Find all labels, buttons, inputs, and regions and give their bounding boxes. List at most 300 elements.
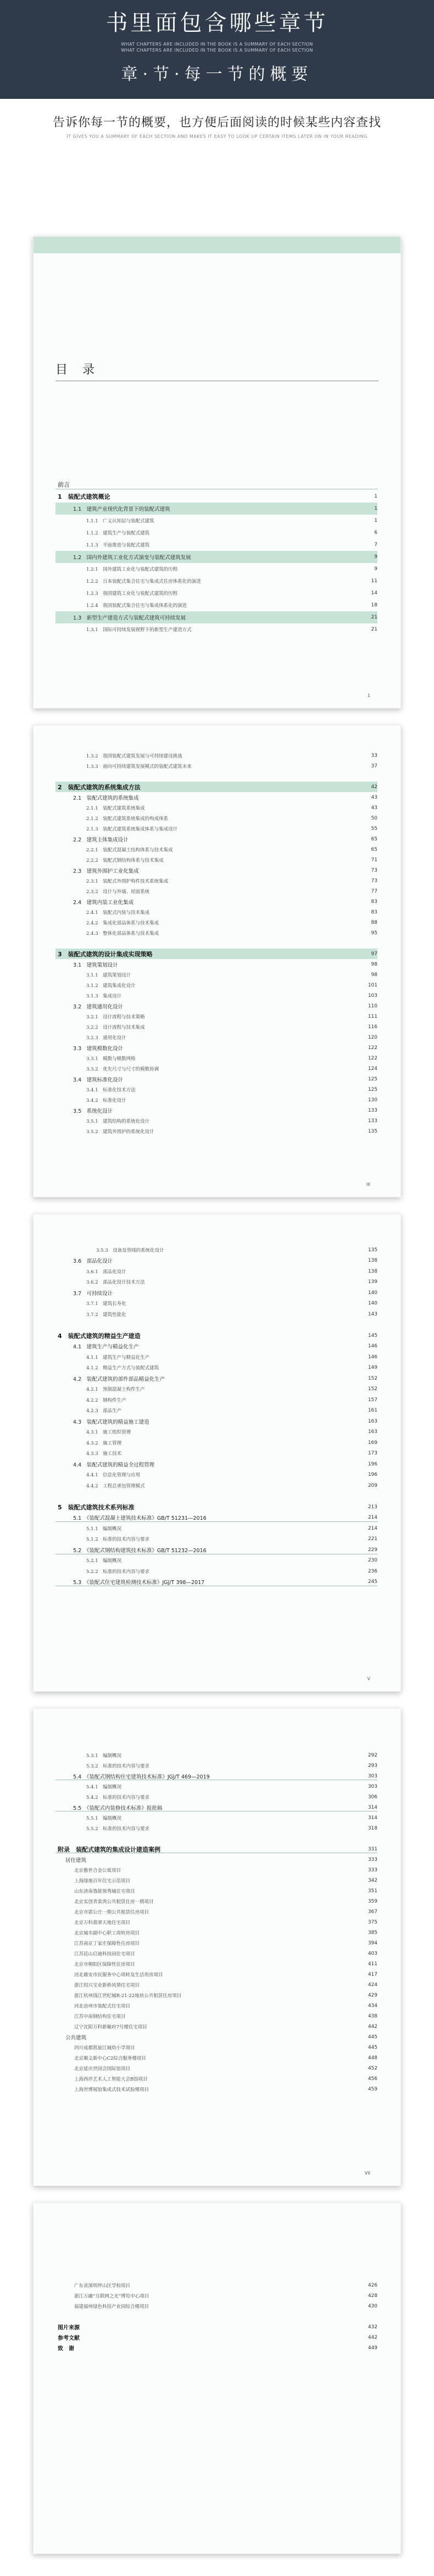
toc-entry-page: 140 [368, 1301, 377, 1307]
toc-entry [55, 750, 377, 761]
toc-entry-page: 456 [368, 2076, 377, 2082]
toc-page-2 [33, 725, 401, 1197]
toc-entry-page: 122 [368, 1055, 377, 1061]
toc-entry-title: 3.7.2 建筑性能化 [86, 1312, 126, 1318]
toc-entry [55, 1406, 377, 1417]
toc-entry-title: 北京实创青棠湾公共租赁住房一期项目 [74, 1899, 154, 1905]
page-number: III [366, 1182, 370, 1187]
toc-entry [55, 1502, 377, 1513]
toc-entry-page: 214 [368, 1515, 377, 1521]
toc-entry-page: 95 [371, 930, 377, 936]
toc-entry [55, 1802, 377, 1813]
toc-entry-title: 北京雅世合金公寓项目 [74, 1867, 121, 1874]
toc-entry-page: 42 [371, 784, 377, 790]
page-number: 1 [367, 693, 370, 698]
toc-entry-title: 1.2.1 国外建筑工业化与装配式建筑的历程 [86, 567, 178, 572]
toc-gap [55, 771, 377, 782]
toc-entry [55, 503, 377, 515]
toc-entry-title: 2.3.1 装配式外围护构件技术系统集成 [86, 878, 169, 884]
toc-entry [55, 1566, 377, 1577]
toc-entry-title: 3.3.2 优先尺寸与尺寸的模数协调 [86, 1066, 159, 1072]
toc-entry [55, 834, 377, 844]
toc-entry-page: 146 [368, 1343, 377, 1350]
toc-entry-title: 北京延庆世园会国际馆项目 [74, 2066, 131, 2072]
toc-entry-title: 2.2.1 装配式混凝土结构体系与技术集成 [86, 847, 173, 853]
toc-entry-title: 辽宁沈阳万科新榆府7号楼住宅项目 [74, 2024, 147, 2030]
page-top-band [34, 237, 400, 253]
toc-entry [55, 1959, 377, 1969]
toc-entry-title: 2.3.2 设计与外墙、屋面系统 [86, 889, 150, 895]
toc-entry-page: 65 [371, 846, 377, 852]
toc-entry [55, 917, 377, 928]
toc-entry [55, 1363, 377, 1374]
toc-entry-page: 43 [371, 805, 377, 811]
toc-entry [55, 1042, 377, 1053]
toc-entry-page: 1 [374, 518, 377, 523]
toc-entry [55, 1298, 377, 1309]
toc-entry [55, 876, 377, 886]
toc-entry [55, 1287, 377, 1298]
toc-entry-page: 146 [368, 1354, 377, 1360]
toc-entry-title: 前言 [58, 481, 70, 488]
toc-entry-title: 1.1.2 建筑生产与装配式建筑 [86, 531, 150, 536]
toc-entry-title: 江苏南京丁家庄保障性住房项目 [74, 1941, 140, 1947]
toc-entry [55, 1330, 377, 1341]
toc-entry-page: 367 [368, 1909, 377, 1915]
toc-entry-page: 73 [371, 878, 377, 884]
toc-entry [55, 1105, 377, 1116]
toc-entry [55, 2000, 377, 2011]
toc-entry-title: 2.4 建筑内装工业化集成 [73, 899, 134, 906]
toc-entry-title: 3.6.2 部品化设计技术方法 [86, 1280, 145, 1286]
bottom-strip [0, 2560, 434, 2576]
tagline-en: IT GIVES YOU A SUMMARY OF EACH SECTION AND MAKES IT EASY TO LOOK UP CERTAIN ITEMS LATER ON IN YOUR READING [66, 134, 368, 139]
toc-entry [55, 802, 377, 813]
toc-entry [55, 1513, 377, 1524]
toc-entry-title: 浙江杭州钱江世纪城R-21-22地块公共租赁住房项目 [74, 1993, 182, 1999]
toc-entry-title: 5.5.2 标准的技术内容与要求 [86, 1826, 150, 1832]
toc-entry-page: 73 [371, 867, 377, 873]
toc-entry [55, 1948, 377, 1959]
toc-entry-title: 1.1.3 平面推进与装配式建筑 [86, 543, 150, 548]
toc-entry [55, 539, 377, 551]
toc-entry-page: 173 [368, 1451, 377, 1457]
toc-entry [55, 855, 377, 865]
toc-entry-page: 293 [368, 1763, 377, 1769]
toc-entry-page: 143 [368, 1311, 377, 1317]
toc-entry [55, 2032, 377, 2042]
toc-page-3 [33, 1214, 401, 1692]
toc-entry-page: 152 [368, 1386, 377, 1392]
toc-entry-page: 124 [368, 1066, 377, 1072]
toc-entry-title: 2.1 装配式建筑的系统集成 [73, 795, 139, 801]
toc-entry [55, 1875, 377, 1886]
toc-entry-title: 3.2.2 设计流程与技术集成 [86, 1024, 145, 1030]
toc-entry-title: 4.4.2 工程总承包管理模式 [86, 1483, 145, 1489]
toc-entry-page: 214 [368, 1525, 377, 1531]
toc-entry-page: 120 [368, 1034, 377, 1040]
toc-entry [55, 1395, 377, 1406]
toc-entry [55, 1781, 377, 1792]
toc-entry-title: 3.3.1 模数与模数网格 [86, 1056, 136, 1062]
toc-entries [55, 478, 377, 635]
toc-entry-page: 385 [368, 1930, 377, 1936]
toc-entry-page: 71 [371, 857, 377, 863]
toc-entry-page: 452 [368, 2065, 377, 2071]
toc-entry [55, 2011, 377, 2021]
toc-entry-page: 83 [371, 909, 377, 915]
toc-entry-title: 4.3.2 施工管理 [86, 1440, 122, 1446]
toc-entry-page: 426 [368, 2282, 377, 2288]
toc-entry-page: 145 [368, 1332, 377, 1339]
toc-entry-page: 442 [368, 2023, 377, 2029]
toc-entry-title: 图片来源 [58, 2325, 80, 2331]
toc-entry-page: 21 [371, 615, 377, 620]
toc-entry-title: 4.2.3 部品生产 [86, 1408, 122, 1414]
toc-entry-title: 4.1.2 精益生产方式与装配式建筑 [86, 1365, 159, 1371]
toc-entry [55, 1063, 377, 1074]
toc-entry-title: 江苏昆山启迪科技园住宅项目 [74, 1951, 135, 1957]
toc-entry [55, 928, 377, 938]
toc-entry-title: 北京市郭公庄一期公共租赁住房项目 [74, 1909, 149, 1915]
toc-entry-title: 2.1.1 装配式建筑系统集成 [86, 805, 145, 811]
toc-entry [55, 865, 377, 876]
toc-entry [55, 2084, 377, 2094]
toc-entry-page: 314 [368, 1815, 377, 1821]
toc-entry [55, 1459, 377, 1470]
toc-entry-title: 3.5.1 建筑结构的系统化设计 [86, 1118, 150, 1124]
toc-entry-title: 上海世博展馆集成式技术试验楼项目 [74, 2087, 149, 2093]
toc-page-4 [33, 1708, 401, 2186]
toc-entry-page: 33 [371, 752, 377, 759]
toc-entry-page: 9 [374, 566, 377, 572]
toc-entry-title: 2.2.2 装配式钢结构体系与技术集成 [86, 857, 164, 863]
toc-entry-title: 山东济南鲁能领秀城住宅项目 [74, 1888, 135, 1894]
toc-entry-page: 449 [368, 2345, 377, 2351]
toc-entry [55, 1523, 377, 1534]
toc-entry-title: 3.2.3 通用化设计 [86, 1035, 126, 1041]
toc-entry-title: 广东省深圳坪山区学校项目 [74, 2283, 131, 2289]
toc-entry-page: 438 [368, 2013, 377, 2019]
toc-entries [55, 750, 377, 1136]
toc-entry [55, 1865, 377, 1875]
toc-entry-page: 375 [368, 1919, 377, 1925]
toc-entry [55, 1022, 377, 1032]
toc-entry-underline [55, 1521, 377, 1522]
toc-entry [55, 1792, 377, 1802]
toc-entry-title: 1.3.1 国际可持续发展视野下的新型生产建造方式 [86, 627, 192, 633]
header-title: 书里面包含哪些章节 [105, 10, 329, 36]
toc-entry [55, 1577, 377, 1588]
toc-entry-page: 428 [368, 2293, 377, 2299]
toc-entry-title: 3.7 可持续设计 [73, 1290, 113, 1297]
toc-entry-title: 1 装配式建筑概论 [58, 493, 110, 500]
toc-entry [55, 587, 377, 599]
toc-entry-title: 5.4.1 编制概况 [86, 1784, 122, 1790]
toc-entry-page: 7 [374, 542, 377, 548]
toc-entry [55, 490, 377, 503]
toc-entry [55, 1980, 377, 1990]
toc-entry-title: 3.4 建筑标准化设计 [73, 1077, 124, 1083]
toc-entry [55, 1001, 377, 1011]
toc-entry [55, 1480, 377, 1491]
toc-entry-title: 公共建筑 [65, 2034, 87, 2041]
toc-entry-title: 北京城市副中心职工周转房项目 [74, 1930, 140, 1936]
toc-gap [55, 1491, 377, 1502]
toc-entry-title: 1.2 国内外建筑工业化方式演变与装配式建筑发展 [73, 555, 191, 561]
header-subtitle-en-line1: WHAT CHAPTERS ARE INCLUDED IN THE BOOK IS A SUMMARY OF EACH SECTION [121, 42, 313, 47]
toc-entry-title: 1.3 新型生产建造方式与装配式建筑可持续发展 [73, 615, 186, 621]
tagline-zh: 告诉你每一节的概要，也方便后面阅读的时候某些内容查找 [52, 116, 381, 130]
toc-entry-title: 北京顺义新中心C2综合服务楼项目 [74, 2055, 146, 2061]
toc-entry-title: 北京万科翡翠天地住宅项目 [74, 1920, 131, 1926]
toc-entry [55, 1437, 377, 1448]
toc-entry-title: 4.4 装配式建筑的精益全过程管理 [73, 1462, 155, 1468]
toc-entry [55, 2301, 377, 2311]
toc-entry-title: 4.3.3 施工技术 [86, 1451, 122, 1457]
toc-entry [55, 1032, 377, 1042]
toc-entry-title: 4.3.1 施工组织管理 [86, 1430, 131, 1436]
toc-entry [55, 1906, 377, 1917]
toc-entry-page: 103 [368, 993, 377, 999]
toc-entry-page: 163 [368, 1418, 377, 1424]
toc-entry-title: 4.1.1 建筑生产与精益化生产 [86, 1354, 150, 1361]
toc-entry-page: 1 [374, 494, 377, 499]
toc-entry-page: 403 [368, 1950, 377, 1956]
toc-entry [55, 886, 377, 896]
toc-entry-title: 5.2 《装配式钢结构建筑技术标准》GB/T 51232—2016 [73, 1547, 207, 1554]
toc-entry-page: 18 [371, 603, 377, 608]
toc-entry [55, 2280, 377, 2290]
toc-entry [55, 1823, 377, 1833]
toc-entry [55, 1813, 377, 1823]
toc-entry-title: 1.1 建筑产业现代化背景下的装配式建筑 [73, 506, 170, 512]
toc-entry [55, 2073, 377, 2084]
toc-entry-title: 上海绿地百年住宅示范项目 [74, 1878, 131, 1884]
toc-entry [55, 1448, 377, 1459]
toc-entry [55, 623, 377, 635]
toc-entry-page: 1 [374, 506, 377, 511]
toc-entry-title: 3.6.1 部品化设计 [86, 1269, 126, 1275]
toc-entry-title: 4.3 装配式建筑的精益施工建造 [73, 1419, 149, 1425]
toc-entry-page: 125 [368, 1076, 377, 1082]
toc-entry [55, 1309, 377, 1320]
toc-entry-page: 209 [368, 1482, 377, 1488]
toc-entry-page: 318 [368, 1825, 377, 1831]
toc-entry [55, 2322, 377, 2332]
toc-entry [55, 2042, 377, 2053]
toc-entry-page: 169 [368, 1440, 377, 1446]
toc-entry [55, 1341, 377, 1352]
toc-entry-title: 上海西岸艺术人工智能大会B馆项目 [74, 2076, 148, 2082]
toc-entry-title: 2.4.1 装配式内装与技术集成 [86, 910, 150, 916]
toc-entry-title: 3 装配式建筑的设计集成实现策略 [58, 950, 153, 958]
toc-entry-page: 133 [368, 1107, 377, 1113]
toc-page-1 [33, 236, 401, 709]
toc-entry [55, 2343, 377, 2353]
toc-entry-page: 101 [368, 982, 377, 988]
toc-entry-title: 5.1.1 编制概况 [86, 1526, 122, 1532]
toc-entry-page: 138 [368, 1268, 377, 1274]
toc-entry-page: 221 [368, 1536, 377, 1542]
toc-entry [55, 761, 377, 771]
toc-entry-title: 2 装配式建筑的系统集成方法 [58, 783, 141, 791]
toc-entry-page: 359 [368, 1898, 377, 1904]
toc-entry-page: 14 [371, 590, 377, 596]
toc-entries [55, 1245, 377, 1587]
toc-entry [55, 1352, 377, 1363]
toc-entry [55, 551, 377, 563]
toc-entry [55, 1990, 377, 2000]
toc-entry-page: 236 [368, 1568, 377, 1574]
toc-entry-page: 434 [368, 2003, 377, 2009]
toc-entry-title: 3.2.1 设计流程与技术策略 [86, 1014, 145, 1020]
toc-title: 目 录 [55, 363, 100, 377]
toc-entry-page: 303 [368, 1773, 377, 1779]
toc-entry-page: 157 [368, 1397, 377, 1403]
toc-entry [55, 1277, 377, 1288]
toc-entry-title: 5.1 《装配式混凝土建筑技术标准》GB/T 51231—2016 [73, 1515, 207, 1522]
toc-entry-title: 1.2.4 我国装配式集合住宅与集成体系化的演进 [86, 603, 187, 609]
toc-entry-page: 430 [368, 2303, 377, 2309]
toc-entry [55, 1116, 377, 1126]
toc-entry [55, 2063, 377, 2073]
toc-entry-title: 2.1.2 装配式建筑系统集成的构成体系 [86, 816, 169, 822]
toc-page-5 [33, 2203, 401, 2554]
toc-entry-title: 5.4 《装配式钢结构住宅建筑技术标准》JGJ/T 469—2019 [73, 1774, 210, 1780]
toc-entry-title: 4.2.1 预制混凝土构件生产 [86, 1387, 145, 1393]
toc-entry-title: 5.2.2 标准的技术内容与要求 [86, 1569, 150, 1575]
toc-entry-page: 116 [368, 1024, 377, 1030]
toc-entry-page: 77 [371, 888, 377, 894]
toc-gap [55, 938, 377, 949]
toc-entry [55, 1771, 377, 1781]
toc-entry-title: 3.3 建筑模数化设计 [73, 1045, 124, 1052]
toc-entry-title: 3.2 建筑通用化设计 [73, 1003, 124, 1010]
toc-entry [55, 2332, 377, 2343]
toc-entry [55, 907, 377, 917]
toc-entry [55, 813, 377, 823]
toc-entry-title: 5.3.2 标准的技术内容与要求 [86, 1763, 150, 1769]
toc-entry-title: 5.4.2 标准的技术内容与要求 [86, 1794, 150, 1800]
toc-entry-page: 140 [368, 1290, 377, 1296]
toc-entry [55, 1555, 377, 1566]
toc-entry-page: 213 [368, 1504, 377, 1510]
toc-entry [55, 823, 377, 834]
toc-entry-page: 417 [368, 1971, 377, 1977]
toc-entry [55, 1011, 377, 1022]
toc-entry-page: 342 [368, 1877, 377, 1883]
toc-entry-title: 1.3.2 我国装配式建筑发展与可持续建设挑战 [86, 753, 182, 759]
toc-entry-page: 133 [368, 1118, 377, 1124]
toc-entry [55, 1927, 377, 1938]
toc-entry-title: 致 谢 [58, 2346, 74, 2352]
toc-entry [55, 1266, 377, 1277]
toc-entry-page: 125 [368, 1086, 377, 1092]
toc-entry [55, 1969, 377, 1980]
toc-entry-title: 浙江万融“互联网之光”博览中心项目 [74, 2293, 149, 2299]
toc-gap [55, 1833, 377, 1844]
toc-entry-title: 2.4.3 整体化部品体系与技术集成 [86, 930, 159, 936]
toc-entry-page: 163 [368, 1429, 377, 1435]
toc-entry-title: 5.2.1 编制概况 [86, 1558, 122, 1564]
toc-entry [55, 969, 377, 980]
toc-entry [55, 515, 377, 527]
toc-entry-title: 居住建筑 [65, 1857, 87, 1864]
toc-entry-page: 429 [368, 1992, 377, 1998]
toc-entry-page: 196 [368, 1472, 377, 1478]
toc-entry [55, 1917, 377, 1927]
toc-entry [55, 2021, 377, 2032]
toc-entry-title: 3.1 建筑策划设计 [73, 962, 118, 968]
toc-entry-page: 411 [368, 1961, 377, 1967]
toc-entry-title: 4.1 建筑生产与精益化生产 [73, 1344, 139, 1351]
toc-entry [55, 1053, 377, 1063]
toc-entry-page: 432 [368, 2324, 377, 2330]
toc-entry-page: 245 [368, 1579, 377, 1585]
toc-entry [55, 527, 377, 539]
toc-entry [55, 599, 377, 611]
toc-entry-title: 江苏中南钢结构住宅项目 [74, 2014, 126, 2020]
toc-entry-title: 2.1.3 装配式建筑系统集成体系与集成设计 [86, 826, 178, 832]
toc-entry-title: 河北雄安市民服务中心周转及生活用房项目 [74, 1972, 163, 1978]
toc-entry [55, 1534, 377, 1545]
toc-entry [55, 1938, 377, 1948]
toc-gap [55, 2311, 377, 2322]
toc-entry-page: 135 [368, 1247, 377, 1253]
toc-entry-title: 4.4.1 信息化管理与应用 [86, 1473, 141, 1479]
toc-entry-page: 138 [368, 1258, 377, 1264]
toc-entry-title: 3.5.3 设备及管线的系统化设计 [96, 1247, 164, 1253]
toc-entry-title: 5.3.1 编制概况 [86, 1753, 122, 1759]
toc-entry-page: 9 [374, 554, 377, 560]
toc-entry-page: 50 [371, 815, 377, 821]
toc-entry [55, 1095, 377, 1105]
toc-entry-title: 2.4.2 集成化部品体系与技术集成 [86, 920, 159, 926]
toc-entry-page: 448 [368, 2055, 377, 2061]
toc-entry-title: 5.3 《装配式住宅建筑检测技术标准》JGJ/T 398—2017 [73, 1580, 205, 1586]
toc-entry-title: 1.2.3 我国建筑工业化与装配式建筑的历程 [86, 591, 178, 596]
toc-entry-page: 98 [371, 972, 377, 978]
page-number: V [367, 1676, 370, 1681]
toc-entry [55, 1427, 377, 1438]
toc-entry [55, 1416, 377, 1427]
toc-entry [55, 1750, 377, 1760]
toc-entry-page: 229 [368, 1547, 377, 1553]
toc-entry-title: 5.1.2 标准的技术内容与要求 [86, 1537, 150, 1543]
toc-entry-title: 3.4.1 标准化技术方法 [86, 1087, 136, 1093]
toc-entry-page: 65 [371, 836, 377, 842]
toc-entry-title: 4 装配式建筑的精益生产建造 [58, 1332, 141, 1340]
toc-entry [55, 611, 377, 623]
toc-entry [55, 2290, 377, 2301]
toc-entry [55, 1886, 377, 1896]
toc-entries [55, 1750, 377, 2094]
toc-entry-page: 394 [368, 1940, 377, 1946]
toc-entry-title: 3.1.3 集成设计 [86, 993, 122, 999]
toc-entry-page: 37 [371, 763, 377, 769]
toc-entry [55, 990, 377, 1001]
toc-entry-title: 3.1.2 建筑集成化设计 [86, 983, 136, 989]
toc-entry [55, 949, 377, 959]
toc-entry [55, 1545, 377, 1555]
toc-entry-page: 351 [368, 1888, 377, 1894]
toc-entry-page: 333 [368, 1856, 377, 1863]
toc-entry-title: 2.3 建筑外围护工业化集成 [73, 868, 139, 874]
toc-entry [55, 478, 377, 490]
toc-entry [55, 1256, 377, 1267]
header-subtitle-en [0, 41, 434, 53]
